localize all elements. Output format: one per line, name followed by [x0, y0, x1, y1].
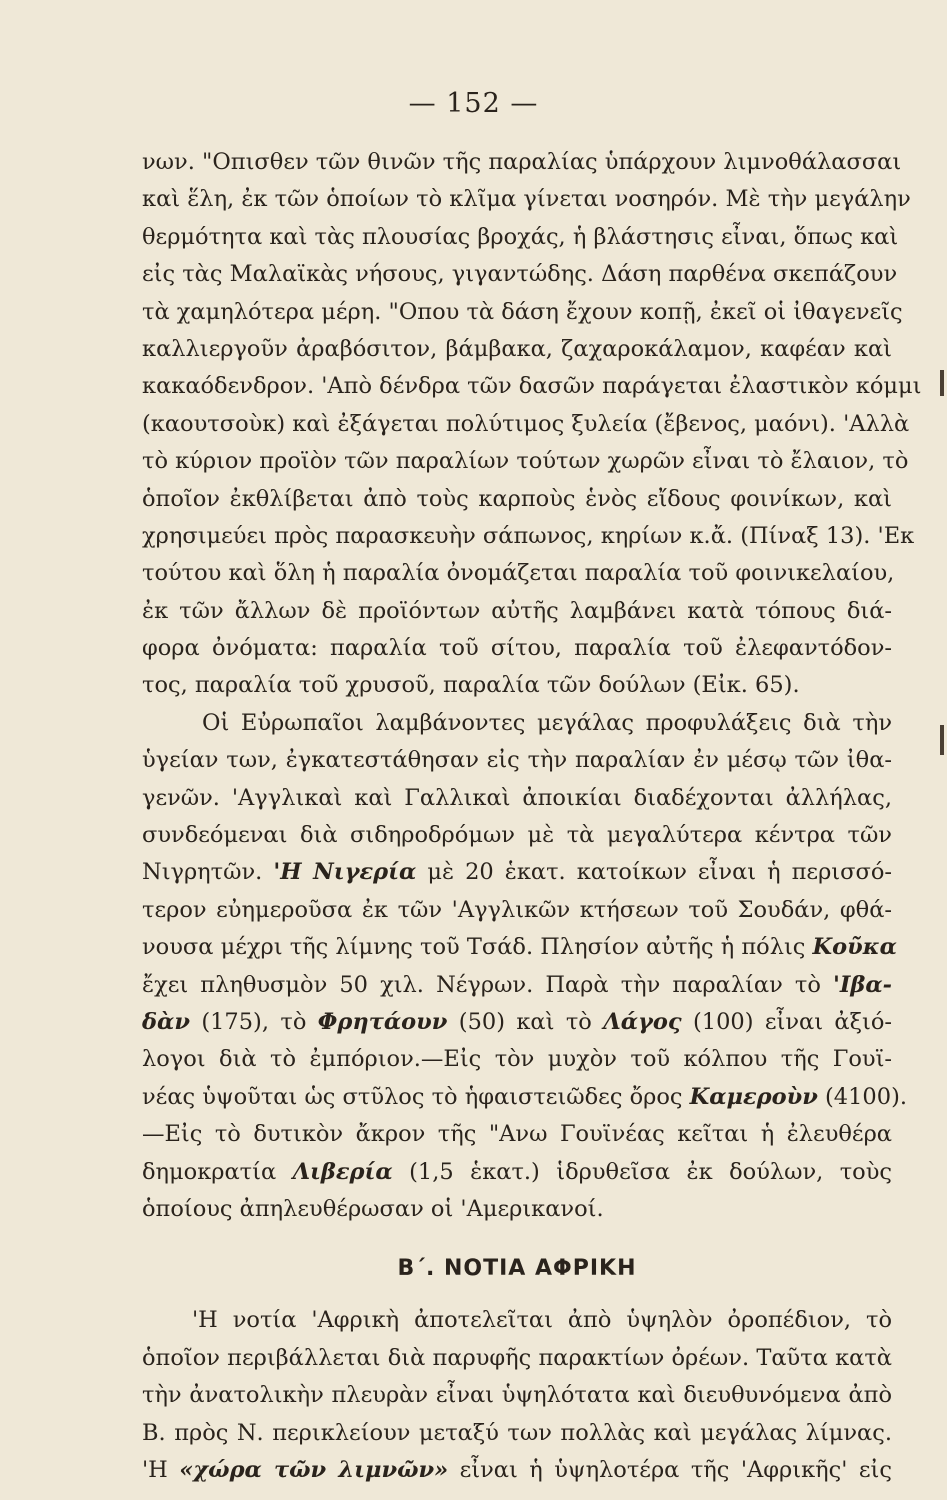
text-line: (καουτσοὺκ) καὶ ἐξάγεται πολύτιμος ξυλεία (ἔβενος, μαόνι). 'Αλλὰ [142, 410, 910, 437]
place-name-cameroon: Καμεροὺν [689, 1083, 818, 1110]
text-fragment: 'Η [142, 1456, 180, 1483]
text-line: χρησιμεύει πρὸς παρασκευὴν σάπωνος, κηρίων κ.ἄ. (Πίναξ 13). 'Εκ [142, 522, 915, 549]
text-line: ὁποῖον περιβάλλεται διὰ παρυφῆς παρακτίων ὀρέων. Ταῦτα κατὰ [142, 1344, 892, 1371]
text-line: συνδεόμεναι διὰ σιδηροδρόμων μὲ τὰ μεγαλύτερα κέντρα τῶν [142, 822, 892, 849]
margin-mark [940, 725, 944, 755]
region-name-lakes: «χώρα τῶν λιμνῶν» [179, 1456, 449, 1483]
text-line: τὰ χαμηλότερα μέρη. "Οπου τὰ δάση ἔχουν κοπῇ, ἐκεῖ οἱ ἰθαγενεῖς [142, 298, 903, 325]
text-line [142, 1154, 892, 1191]
text-line: τὸ κύριον προϊὸν τῶν παραλίων τούτων χωρῶν εἶναι τὸ ἔλαιον, τὸ [142, 448, 909, 475]
text-line: 'Η νοτία 'Αφρικὴ ἀποτελεῖται ἀπὸ ὑψηλὸν ὀροπέδιον, τὸ [192, 1307, 892, 1334]
place-name-freetown: Φρητάουν [317, 1008, 448, 1035]
section-heading: Β΄. ΝΟΤΙΑ ΑΦΡΙΚΗ [397, 1256, 637, 1282]
text-line: ἐκ τῶν ἄλλων δὲ προϊόντων αὐτῆς λαμβάνει κατὰ τόπους διά- [142, 597, 892, 624]
place-name-ibadan: 'Ιβα- [832, 971, 892, 998]
text-fragment: νέας ὑψοῦται ὡς στῦλος τὸ ἡφαιστειῶδες ὄρος [142, 1083, 690, 1110]
text-line: Οἱ Εὐρωπαῖοι λαμβάνοντες μεγάλας προφυλάξεις διὰ τὴν [202, 709, 892, 736]
place-name-nigeria: 'Η Νιγερία [273, 859, 417, 886]
text-line: θερμότητα καὶ τὰς πλουσίας βροχάς, ἡ βλάστησις εἶναι, ὅπως καὶ [142, 223, 899, 250]
text-line: τούτου καὶ ὅλη ἡ παραλία ὀνομάζεται παραλία τοῦ φοινικελαίου, [142, 560, 895, 587]
text-line: τος, παραλία τοῦ χρυσοῦ, παραλία τῶν δούλων (Εἰκ. 65). [142, 672, 800, 699]
body-text [142, 144, 922, 1489]
text-fragment: (175), τὸ [189, 1008, 318, 1035]
text-line: Β. πρὸς Ν. περικλείουν μεταξύ των πολλὰς καὶ μεγάλας λίμνας. [142, 1419, 892, 1446]
place-name-lagos: Λάγος [603, 1008, 682, 1035]
text-line [142, 854, 892, 891]
text-line: εἰς τὰς Μαλαϊκὰς νήσους, γιγαντώδης. Δάση παρθένα σκεπάζουν [142, 261, 898, 288]
place-name-ibadan-cont: δὰν [142, 1008, 190, 1035]
text-line: τερον εὐημεροῦσα ἐκ τῶν 'Αγγλικῶν κτήσεων τοῦ Σουδάν, φθά- [142, 896, 892, 923]
text-line [142, 1004, 892, 1041]
text-fragment: ἔχει πληθυσμὸν 50 χιλ. Νέγρων. Παρὰ τὴν παραλίαν τὸ [142, 971, 833, 998]
margin-mark [940, 370, 944, 396]
text-fragment: (50) καὶ τὸ [447, 1008, 604, 1035]
text-fragment: Νιγρητῶν. [142, 859, 274, 886]
text-line: καλλιεργοῦν ἀραβόσιτον, βάμβακα, ζαχαροκάλαμον, καφέαν καὶ [142, 335, 892, 362]
text-fragment: εἶναι ἡ ὑψηλοτέρα τῆς 'Αφρικῆς' εἰς [448, 1456, 892, 1483]
text-line [142, 967, 892, 1004]
text-line: ὁποίους ἀπηλευθέρωσαν οἱ 'Αμερικανοί. [142, 1195, 604, 1222]
text-line: γενῶν. 'Αγγλικαὶ καὶ Γαλλικαὶ ἀποικίαι διαδέχονται ἀλλήλας, [142, 784, 892, 811]
text-line [142, 929, 897, 966]
text-line: καὶ ἕλη, ἐκ τῶν ὁποίων τὸ κλῖμα γίνεται νοσηρόν. Μὲ τὴν μεγάλην [142, 186, 911, 213]
text-line: ὑγείαν των, ἐγκατεστάθησαν εἰς τὴν παραλίαν ἐν μέσῳ τῶν ἰθα- [142, 747, 892, 774]
text-line: τὴν ἀνατολικὴν πλευρὰν εἶναι ὑψηλότατα καὶ διευθυνόμενα ἀπὸ [142, 1382, 892, 1409]
text-line [142, 1452, 892, 1489]
text-line: φορα ὀνόματα: παραλία τοῦ σίτου, παραλία τοῦ ἐλεφαντόδον- [142, 635, 892, 662]
text-line: κακαόδενδρον. 'Απὸ δένδρα τῶν δασῶν παράγεται ἐλαστικὸν κόμμι [142, 373, 922, 400]
text-fragment: δημοκρατία [142, 1158, 293, 1185]
place-name-liberia: Λιβερία [292, 1158, 393, 1185]
text-fragment: (100) εἶναι ἀξιό- [681, 1008, 892, 1035]
text-line: ὁποῖον ἐκθλίβεται ἀπὸ τοὺς καρποὺς ἑνὸς εἴδους φοινίκων, καὶ [142, 485, 892, 512]
text-fragment: νουσα μέχρι τῆς λίμνης τοῦ Τσάδ. Πλησίον αὐτῆς ἡ πόλις [142, 934, 813, 961]
place-name-kouka: Κοῦκα [812, 934, 897, 961]
text-line [142, 1079, 907, 1116]
text-fragment: μὲ 20 ἑκατ. κατοίκων εἶναι ἡ περισσό- [416, 859, 892, 886]
text-fragment: (1,5 ἑκατ.) ἱδρυθεῖσα ἐκ δούλων, τοὺς [392, 1158, 893, 1185]
text-line: νων. "Οπισθεν τῶν θινῶν τῆς παραλίας ὑπάρχουν λιμνοθάλασσαι [142, 149, 902, 175]
text-line: —Εἰς τὸ δυτικὸν ἄκρον τῆς "Ανω Γουϊνέας κεῖται ἡ ἐλευθέρα [142, 1121, 892, 1148]
text-line: λογοι διὰ τὸ ἐμπόριον.—Εἰς τὸν μυχὸν τοῦ κόλπου τῆς Γουϊ- [142, 1046, 892, 1073]
page-number: — 152 — [408, 88, 539, 119]
text-fragment: (4100). [817, 1083, 907, 1110]
